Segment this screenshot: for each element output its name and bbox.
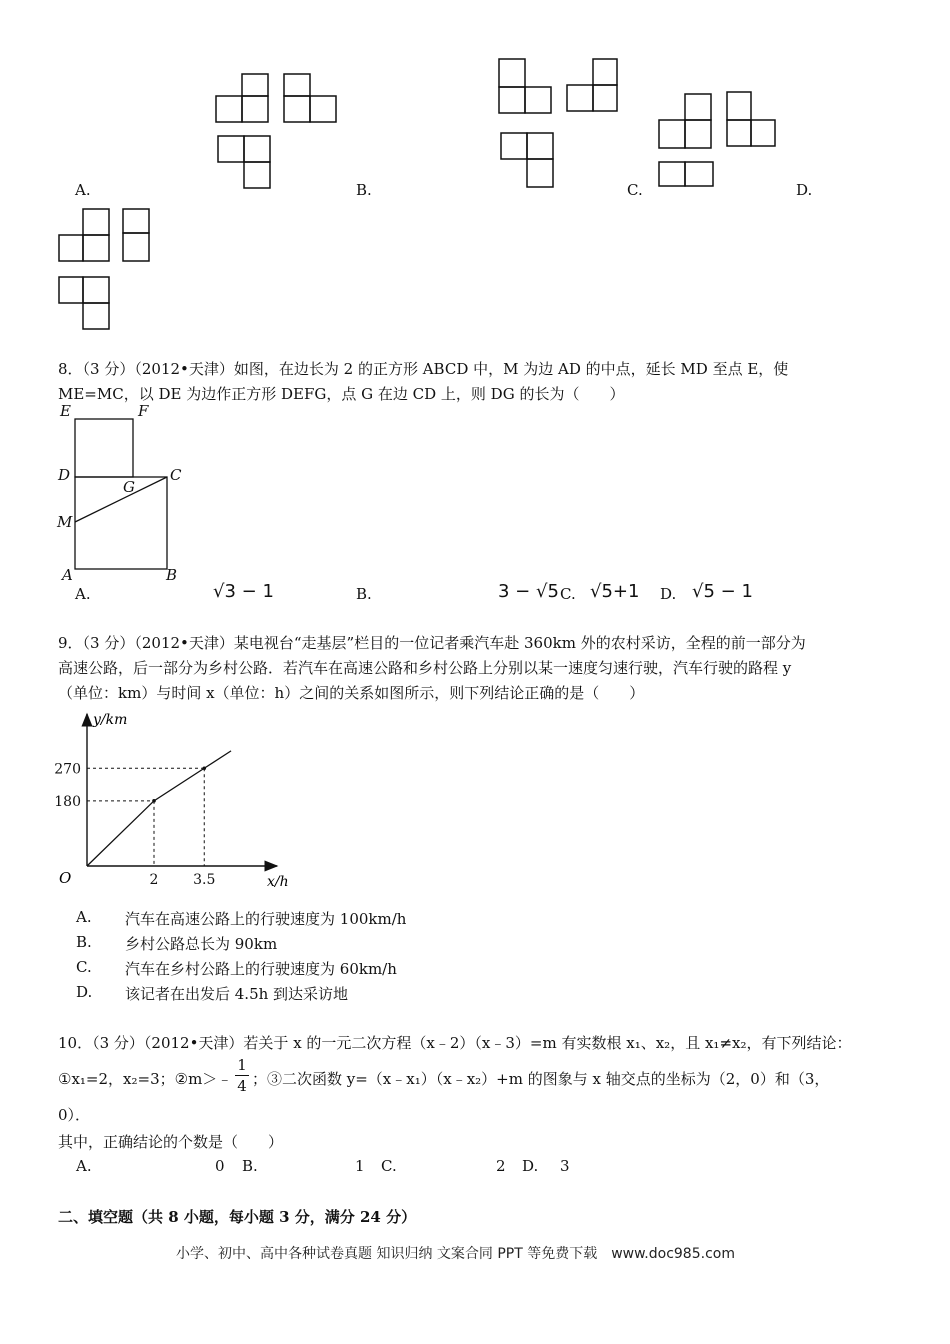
- y-tick-label-2: 270: [54, 761, 81, 778]
- q8-option-b-value: 3 − √5: [498, 581, 559, 602]
- q10-stem-line3: 0）．: [58, 1106, 91, 1124]
- q10-option-a-label[interactable]: A.: [76, 1157, 92, 1175]
- q10-option-b-label[interactable]: B.: [242, 1157, 258, 1175]
- q7-option-d-views: [55, 203, 155, 333]
- fraction-numerator: 1: [237, 1056, 247, 1074]
- fig-label-g: G: [123, 478, 135, 496]
- q10-stem-line2b: ；③二次函数 y=（x﹣x₁）（x﹣x₂）+m 的图象与 x 轴交点的坐标为（2，0）和（3，: [252, 1070, 830, 1088]
- q10-option-d-value: 3: [560, 1157, 570, 1175]
- q9-option-a-label[interactable]: A.: [76, 908, 92, 926]
- fraction-bar: [235, 1075, 249, 1076]
- q7-option-d-label[interactable]: D.: [796, 181, 813, 199]
- q9-option-d-label[interactable]: D.: [76, 983, 93, 1001]
- q10-option-c-label[interactable]: C.: [381, 1157, 397, 1175]
- q10-stem-line4: 其中，正确结论的个数是（ ）: [58, 1133, 284, 1151]
- origin-label: O: [59, 869, 72, 887]
- q9-option-b-label[interactable]: B.: [76, 933, 92, 951]
- q8-stem-line2: ME=MC，以 DE 为边作正方形 DEFG，点 G 在边 CD 上，则 DG 的长为（ ）: [58, 385, 625, 403]
- x-axis-label: x/h: [267, 874, 289, 890]
- y-tick-label-1: 180: [54, 793, 81, 810]
- q8-option-c-label[interactable]: C.: [560, 585, 576, 603]
- x-tick-label-2: 3.5: [193, 872, 216, 888]
- q8-stem-line1: 8．（3 分）（2012•天津）如图，在边长为 2 的正方形 ABCD 中，M 为边 AD 的中点，延长 MD 至点 E，使: [58, 360, 789, 378]
- q8-option-a-label[interactable]: A.: [75, 585, 91, 603]
- q9-stem-line2: 高速公路，后一部分为乡村公路．若汽车在高速公路和乡村公路上分别以某一速度匀速行驶，汽车行驶的路程 y: [58, 659, 792, 677]
- q7-option-b-views: [495, 55, 625, 190]
- q7-option-a-views: [210, 70, 340, 190]
- q8-option-d-label[interactable]: D.: [660, 585, 677, 603]
- data-point-1: [152, 799, 156, 803]
- q10-fraction: [234, 1056, 250, 1095]
- q9-stem-line3: （单位：km）与时间 x（单位：h）之间的关系如图所示，则下列结论正确的是（ ）: [58, 684, 645, 702]
- q9-option-d-text: 该记者在出发后 4.5h 到达采访地: [125, 985, 349, 1003]
- y-axis-label: y/km: [93, 712, 128, 728]
- q8-option-d-value: √5 − 1: [692, 581, 753, 602]
- q7-option-c-views: [655, 88, 785, 190]
- q7-option-c-label[interactable]: C.: [627, 181, 643, 199]
- fig-label-a: A: [62, 566, 73, 584]
- fig-label-e: E: [60, 402, 71, 420]
- q10-option-c-value: 2: [496, 1157, 506, 1175]
- q9-option-a-text: 汽车在高速公路上的行驶速度为 100km/h: [125, 910, 407, 928]
- q7-option-a-label[interactable]: A.: [75, 181, 91, 199]
- q10-option-d-label[interactable]: D.: [522, 1157, 539, 1175]
- fraction-denominator: 4: [237, 1077, 247, 1095]
- fig-label-c: C: [170, 466, 182, 484]
- page-footer: 小学、初中、高中各种试卷真题 知识归纳 文案合同 PPT 等免费下载 www.doc985.com: [176, 1246, 735, 1262]
- q10-option-a-value: 0: [215, 1157, 225, 1175]
- q9-stem-line1: 9．（3 分）（2012•天津）某电视台“走基层”栏目的一位记者乘汽车赴 360km 外的农村采访，全程的前一部分为: [58, 634, 806, 652]
- q9-distance-time-graph: [55, 710, 305, 895]
- q9-option-b-text: 乡村公路总长为 90km: [125, 935, 278, 953]
- section-2-heading: 二、填空题（共 8 小题，每小题 3 分，满分 24 分）: [58, 1208, 417, 1226]
- q8-option-a-value: √3 − 1: [213, 581, 274, 602]
- fig-label-f: F: [138, 402, 149, 420]
- q7-option-b-label[interactable]: B.: [356, 181, 372, 199]
- fig-label-b: B: [166, 566, 178, 584]
- q9-option-c-text: 汽车在乡村公路上的行驶速度为 60km/h: [125, 960, 397, 978]
- fig-label-d: D: [58, 466, 71, 484]
- q10-stem-line1: 10．（3 分）（2012•天津）若关于 x 的一元二次方程（x﹣2）（x﹣3）=m 有实数根 x₁、x₂，且 x₁≠x₂，有下列结论：: [58, 1034, 852, 1052]
- q8-option-c-value: √5+1: [590, 581, 640, 602]
- x-tick-label-1: 2: [149, 872, 159, 888]
- fig-label-m: M: [57, 513, 73, 531]
- q9-option-c-label[interactable]: C.: [76, 958, 92, 976]
- data-point-2: [202, 766, 206, 770]
- q10-option-b-value: 1: [355, 1157, 365, 1175]
- q10-stem-line2a: ①x₁=2，x₂=3；②m＞﹣: [58, 1070, 233, 1088]
- q8-option-b-label[interactable]: B.: [356, 585, 372, 603]
- q8-square-figure: [52, 400, 192, 590]
